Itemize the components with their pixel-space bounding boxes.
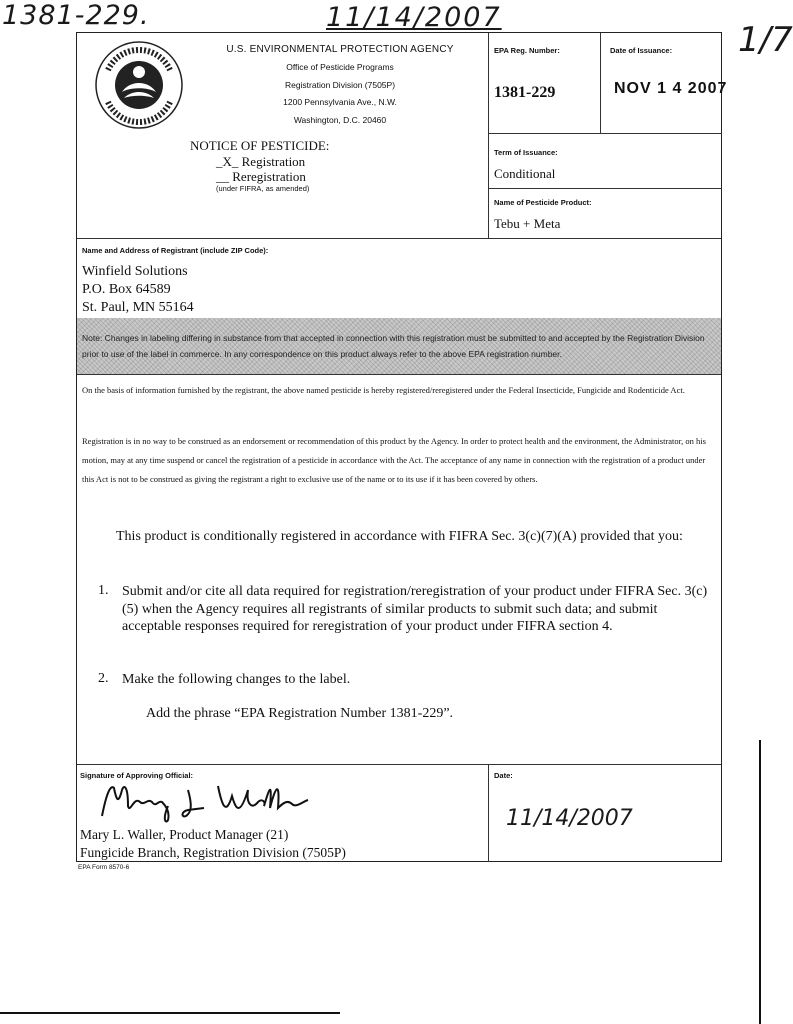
agency-name: U.S. ENVIRONMENTAL PROTECTION AGENCY bbox=[226, 44, 454, 55]
product-name-label: Name of Pesticide Product: bbox=[494, 198, 592, 207]
registrant-po-box: P.O. Box 64589 bbox=[82, 282, 171, 297]
term-of-issuance-label: Term of Issuance: bbox=[494, 148, 558, 157]
notice-title: NOTICE OF PESTICIDE: bbox=[190, 138, 330, 153]
handwritten-page-number: 1/7 bbox=[738, 20, 793, 60]
registration-basis: On the basis of information furnished by the registrant, the above named pesticide is hereby registered/reregistered under the Federal Insecticide, Fungicide and Rodenticide Act. bbox=[82, 385, 685, 395]
labeling-note: Note: Changes in labeling differing in substance from that accepted in connection with this registration must be submitted to and accepted by the Registration Division prior to use of the label in commerce. In any correspondence on this product always refer to the above EPA registration number. bbox=[82, 333, 705, 359]
approving-official-branch: Fungicide Branch, Registration Division (7505P) bbox=[80, 845, 346, 860]
scan-edge-line-bottom bbox=[0, 1012, 340, 1014]
condition-item-text: Submit and/or cite all data required for registration/reregistration of your product under FIFRA Sec. 3(c)(5) when the Agency requires all registrants of similar products to submit such data; and submit acceptable responses required for reregistration of your product under FIFRA section 4. bbox=[122, 584, 708, 634]
notice-registration-option: _X_ Registration bbox=[216, 154, 306, 169]
signature-label: Signature of Approving Official: bbox=[80, 771, 194, 780]
date-of-issuance-label: Date of Issuance: bbox=[610, 46, 673, 55]
handwritten-signature bbox=[96, 776, 356, 826]
date-label: Date: bbox=[494, 771, 513, 780]
conditional-registration-text: This product is conditionally registered in accordance with FIFRA Sec. 3(c)(7)(A) provided that you: bbox=[116, 529, 683, 544]
epa-reg-number-value: 1381-229 bbox=[494, 84, 556, 101]
agency-office: Office of Pesticide Programs bbox=[286, 62, 394, 72]
product-name-value: Tebu + Meta bbox=[494, 216, 561, 231]
label-change-phrase: Add the phrase “EPA Registration Number 1381-229”. bbox=[146, 706, 454, 721]
notice-reregistration-option: __ Reregistration bbox=[216, 169, 306, 184]
epa-reg-number-label: EPA Reg. Number: bbox=[494, 46, 560, 55]
handwritten-signature-date: 11/14/2007 bbox=[506, 806, 633, 831]
agency-division: Registration Division (7505P) bbox=[284, 80, 396, 90]
condition-item-number: 1. bbox=[98, 583, 109, 598]
signature-divider-vertical bbox=[488, 764, 489, 862]
epa-form-number: EPA Form 8570-6 bbox=[78, 864, 130, 871]
epa-seal-icon bbox=[94, 40, 184, 130]
divider-term bbox=[488, 133, 722, 134]
divider-basis bbox=[77, 374, 721, 375]
term-of-issuance-value: Conditional bbox=[494, 166, 556, 181]
registrant-label: Name and Address of Registrant (include ZIP Code): bbox=[82, 246, 269, 255]
handwritten-date: 11/14/2007 bbox=[326, 2, 502, 33]
notice-under-fifra: (under FIFRA, as amended) bbox=[216, 184, 310, 193]
date-of-issuance-stamp: NOV 1 4 2007 bbox=[614, 80, 728, 97]
registration-disclaimer: Registration is in no way to be construed as an endorsement or recommendation of this product by the Agency. In order to protect health and the environment, the Administrator, on his motion, may at any time suspend or cancel the registration of a pesticide in accordance with the Act. The acceptance of any name in connection with the registration of a product under this Act is not to be construed as giving the registrant a right to exclusive use of the name or to its use if it has been covered by others. bbox=[82, 436, 706, 484]
registrant-name: Winfield Solutions bbox=[82, 264, 188, 279]
approving-official-name: Mary L. Waller, Product Manager (21) bbox=[80, 827, 289, 842]
scan-edge-line-right bbox=[759, 740, 761, 1024]
divider-registrant bbox=[77, 238, 721, 239]
header-divider-vertical bbox=[488, 33, 489, 238]
condition-item-number: 2. bbox=[98, 671, 109, 686]
registrant-city: St. Paul, MN 55164 bbox=[82, 300, 194, 315]
handwritten-reg-number: 1381-229. bbox=[2, 0, 150, 31]
divider-product bbox=[488, 188, 722, 189]
agency-city: Washington, D.C. 20460 bbox=[293, 115, 387, 125]
divider-signature bbox=[77, 764, 721, 765]
issuance-divider-vertical bbox=[600, 33, 601, 133]
condition-item-text: Make the following changes to the label. bbox=[122, 672, 351, 687]
agency-address: 1200 Pennsylvania Ave., N.W. bbox=[283, 97, 397, 107]
